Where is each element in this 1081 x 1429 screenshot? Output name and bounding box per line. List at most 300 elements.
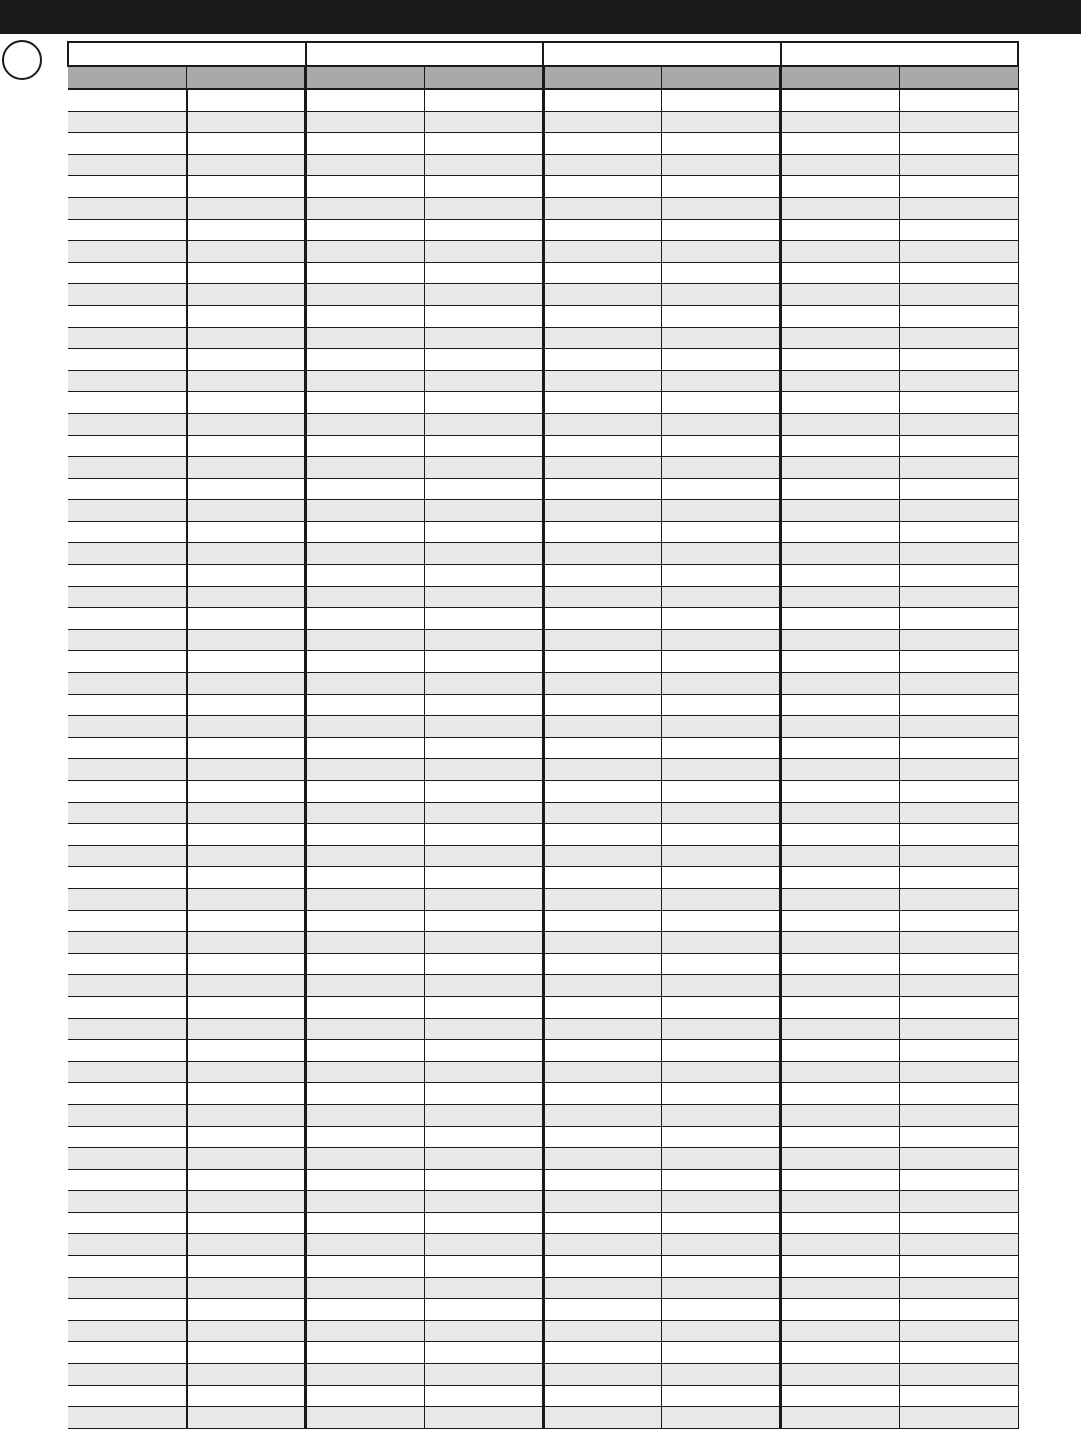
row-description-cell	[187, 1018, 306, 1040]
row-b-qty-cell	[662, 651, 781, 673]
table-row	[68, 305, 1018, 327]
row-a-qty-cell	[424, 1320, 543, 1342]
row-number-cell	[68, 824, 187, 846]
row-b-qty-cell	[662, 327, 781, 349]
row-c-qty-cell	[899, 1364, 1018, 1386]
row-c-value-cell	[781, 1364, 900, 1386]
row-description-cell	[187, 1040, 306, 1062]
row-b-qty-cell	[662, 176, 781, 198]
row-a-value-cell	[306, 392, 425, 414]
table-row	[68, 89, 1018, 111]
row-c-qty-cell	[899, 111, 1018, 133]
table-row	[68, 111, 1018, 133]
row-c-value-cell	[781, 543, 900, 565]
row-number-cell	[68, 478, 187, 500]
row-b-qty-cell	[662, 1083, 781, 1105]
row-b-value-cell	[543, 1342, 662, 1364]
table-row	[68, 673, 1018, 695]
row-number-cell	[68, 154, 187, 176]
row-b-qty-cell	[662, 845, 781, 867]
row-a-qty-cell	[424, 651, 543, 673]
row-description-cell	[187, 176, 306, 198]
table-row	[68, 521, 1018, 543]
row-c-qty-cell	[899, 327, 1018, 349]
table-row	[68, 586, 1018, 608]
row-a-value-cell	[306, 176, 425, 198]
row-number-cell	[68, 1277, 187, 1299]
table-row	[68, 1342, 1018, 1364]
row-b-qty-cell	[662, 1018, 781, 1040]
row-a-qty-cell	[424, 867, 543, 889]
row-c-qty-cell	[899, 543, 1018, 565]
row-number-cell	[68, 500, 187, 522]
row-a-value-cell	[306, 1277, 425, 1299]
row-a-value-cell	[306, 802, 425, 824]
row-c-value-cell	[781, 1018, 900, 1040]
row-a-qty-cell	[424, 953, 543, 975]
row-b-value-cell	[543, 262, 662, 284]
row-number-cell	[68, 932, 187, 954]
row-c-qty-cell	[899, 781, 1018, 803]
row-a-value-cell	[306, 932, 425, 954]
row-b-qty-cell	[662, 1212, 781, 1234]
row-description-cell	[187, 284, 306, 306]
row-c-value-cell	[781, 219, 900, 241]
row-c-value-cell	[781, 1277, 900, 1299]
row-number-cell	[68, 284, 187, 306]
row-description-cell	[187, 1320, 306, 1342]
row-c-qty-cell	[899, 284, 1018, 306]
row-a-value-cell	[306, 673, 425, 695]
row-b-value-cell	[543, 197, 662, 219]
row-b-value-cell	[543, 802, 662, 824]
row-description-cell	[187, 241, 306, 263]
row-b-value-cell	[543, 867, 662, 889]
row-a-qty-cell	[424, 241, 543, 263]
row-description-cell	[187, 219, 306, 241]
row-number-cell	[68, 759, 187, 781]
row-b-value-cell	[543, 673, 662, 695]
row-b-qty-cell	[662, 435, 781, 457]
row-number-cell	[68, 1320, 187, 1342]
row-a-value-cell	[306, 1234, 425, 1256]
row-b-qty-cell	[662, 932, 781, 954]
row-b-qty-cell	[662, 219, 781, 241]
row-c-value-cell	[781, 629, 900, 651]
row-a-qty-cell	[424, 694, 543, 716]
row-c-value-cell	[781, 241, 900, 263]
row-b-qty-cell	[662, 910, 781, 932]
table-row	[68, 953, 1018, 975]
row-number-cell	[68, 176, 187, 198]
row-c-value-cell	[781, 478, 900, 500]
row-c-value-cell	[781, 953, 900, 975]
row-c-value-cell	[781, 1256, 900, 1278]
row-a-value-cell	[306, 327, 425, 349]
row-a-value-cell	[306, 370, 425, 392]
row-a-qty-cell	[424, 1234, 543, 1256]
row-b-value-cell	[543, 349, 662, 371]
table-row	[68, 651, 1018, 673]
row-c-value-cell	[781, 457, 900, 479]
row-b-qty-cell	[662, 802, 781, 824]
row-c-value-cell	[781, 737, 900, 759]
table-row	[68, 867, 1018, 889]
row-number-cell	[68, 1364, 187, 1386]
row-b-value-cell	[543, 608, 662, 630]
row-b-qty-cell	[662, 1126, 781, 1148]
row-c-value-cell	[781, 975, 900, 997]
row-a-qty-cell	[424, 1256, 543, 1278]
row-c-qty-cell	[899, 197, 1018, 219]
row-a-qty-cell	[424, 176, 543, 198]
row-a-value-cell	[306, 629, 425, 651]
row-c-qty-cell	[899, 673, 1018, 695]
row-number-cell	[68, 111, 187, 133]
row-description-cell	[187, 586, 306, 608]
row-a-qty-cell	[424, 111, 543, 133]
row-c-value-cell	[781, 349, 900, 371]
row-description-cell	[187, 500, 306, 522]
table-row	[68, 413, 1018, 435]
row-description-cell	[187, 694, 306, 716]
row-c-qty-cell	[899, 1407, 1018, 1429]
row-b-value-cell	[543, 1364, 662, 1386]
row-c-qty-cell	[899, 759, 1018, 781]
row-c-qty-cell	[899, 1256, 1018, 1278]
row-a-value-cell	[306, 262, 425, 284]
table-row	[68, 1018, 1018, 1040]
row-a-qty-cell	[424, 284, 543, 306]
row-description-cell	[187, 1407, 306, 1429]
row-c-qty-cell	[899, 975, 1018, 997]
row-description-cell	[187, 932, 306, 954]
row-a-value-cell	[306, 219, 425, 241]
row-b-qty-cell	[662, 996, 781, 1018]
table-row	[68, 219, 1018, 241]
column-header-description	[187, 66, 306, 89]
row-b-value-cell	[543, 1212, 662, 1234]
table-row	[68, 1277, 1018, 1299]
row-b-value-cell	[543, 565, 662, 587]
row-a-value-cell	[306, 651, 425, 673]
row-c-qty-cell	[899, 1299, 1018, 1321]
row-a-qty-cell	[424, 629, 543, 651]
row-c-value-cell	[781, 586, 900, 608]
row-b-qty-cell	[662, 1277, 781, 1299]
row-a-value-cell	[306, 1104, 425, 1126]
row-c-qty-cell	[899, 1191, 1018, 1213]
row-c-value-cell	[781, 1407, 900, 1429]
row-c-qty-cell	[899, 392, 1018, 414]
row-c-qty-cell	[899, 629, 1018, 651]
row-b-value-cell	[543, 1104, 662, 1126]
row-description-cell	[187, 1256, 306, 1278]
row-c-qty-cell	[899, 133, 1018, 155]
top-banner	[0, 0, 1081, 34]
row-c-qty-cell	[899, 694, 1018, 716]
row-a-qty-cell	[424, 543, 543, 565]
row-a-qty-cell	[424, 1083, 543, 1105]
row-c-qty-cell	[899, 716, 1018, 738]
table-row	[68, 241, 1018, 263]
row-b-value-cell	[543, 133, 662, 155]
row-c-value-cell	[781, 327, 900, 349]
row-b-value-cell	[543, 781, 662, 803]
row-b-qty-cell	[662, 89, 781, 111]
row-b-qty-cell	[662, 197, 781, 219]
row-description-cell	[187, 1234, 306, 1256]
table-row	[68, 284, 1018, 306]
row-c-value-cell	[781, 1148, 900, 1170]
row-description-cell	[187, 413, 306, 435]
row-b-qty-cell	[662, 824, 781, 846]
row-number-cell	[68, 327, 187, 349]
row-description-cell	[187, 888, 306, 910]
group-header-row	[68, 42, 1018, 66]
row-number-cell	[68, 89, 187, 111]
row-b-qty-cell	[662, 392, 781, 414]
table-row	[68, 996, 1018, 1018]
row-description-cell	[187, 349, 306, 371]
row-b-value-cell	[543, 888, 662, 910]
row-number-cell	[68, 413, 187, 435]
row-c-qty-cell	[899, 154, 1018, 176]
row-c-qty-cell	[899, 1234, 1018, 1256]
row-description-cell	[187, 1126, 306, 1148]
row-b-value-cell	[543, 932, 662, 954]
row-b-qty-cell	[662, 457, 781, 479]
row-a-value-cell	[306, 1126, 425, 1148]
row-a-qty-cell	[424, 608, 543, 630]
row-c-qty-cell	[899, 1385, 1018, 1407]
row-b-value-cell	[543, 176, 662, 198]
row-b-qty-cell	[662, 241, 781, 263]
row-description-cell	[187, 953, 306, 975]
row-number-cell	[68, 305, 187, 327]
row-description-cell	[187, 1148, 306, 1170]
row-c-value-cell	[781, 1342, 900, 1364]
row-a-qty-cell	[424, 759, 543, 781]
row-number-cell	[68, 586, 187, 608]
table-row	[68, 478, 1018, 500]
row-number-cell	[68, 262, 187, 284]
row-number-cell	[68, 1234, 187, 1256]
row-a-value-cell	[306, 305, 425, 327]
row-c-qty-cell	[899, 176, 1018, 198]
row-c-qty-cell	[899, 1061, 1018, 1083]
row-a-value-cell	[306, 241, 425, 263]
row-description-cell	[187, 327, 306, 349]
row-c-value-cell	[781, 1040, 900, 1062]
row-b-value-cell	[543, 284, 662, 306]
table-row	[68, 176, 1018, 198]
row-b-qty-cell	[662, 737, 781, 759]
table-row	[68, 694, 1018, 716]
parts-table	[67, 41, 1019, 1429]
row-a-qty-cell	[424, 932, 543, 954]
table-row	[68, 262, 1018, 284]
table-row	[68, 910, 1018, 932]
table-row	[68, 1040, 1018, 1062]
row-a-qty-cell	[424, 1169, 543, 1191]
row-number-cell	[68, 802, 187, 824]
row-a-qty-cell	[424, 262, 543, 284]
row-b-value-cell	[543, 651, 662, 673]
row-b-value-cell	[543, 457, 662, 479]
row-b-value-cell	[543, 241, 662, 263]
row-b-qty-cell	[662, 1256, 781, 1278]
row-description-cell	[187, 435, 306, 457]
row-b-qty-cell	[662, 154, 781, 176]
row-number-cell	[68, 867, 187, 889]
row-description-cell	[187, 305, 306, 327]
group-header-b	[543, 42, 781, 66]
row-description-cell	[187, 824, 306, 846]
row-a-qty-cell	[424, 1277, 543, 1299]
row-b-qty-cell	[662, 478, 781, 500]
row-c-qty-cell	[899, 1212, 1018, 1234]
table-row	[68, 500, 1018, 522]
column-header-b-value	[543, 66, 662, 89]
column-header-c-value	[781, 66, 900, 89]
row-a-qty-cell	[424, 1018, 543, 1040]
table-row	[68, 197, 1018, 219]
row-b-qty-cell	[662, 716, 781, 738]
row-a-qty-cell	[424, 133, 543, 155]
row-a-value-cell	[306, 1256, 425, 1278]
row-a-qty-cell	[424, 824, 543, 846]
row-b-value-cell	[543, 1299, 662, 1321]
table-row	[68, 1234, 1018, 1256]
row-c-value-cell	[781, 910, 900, 932]
row-c-qty-cell	[899, 932, 1018, 954]
row-b-value-cell	[543, 1126, 662, 1148]
row-b-qty-cell	[662, 565, 781, 587]
table-row	[68, 133, 1018, 155]
row-a-qty-cell	[424, 197, 543, 219]
table-row	[68, 1407, 1018, 1429]
row-c-qty-cell	[899, 305, 1018, 327]
row-c-qty-cell	[899, 219, 1018, 241]
row-a-value-cell	[306, 1169, 425, 1191]
row-c-qty-cell	[899, 1277, 1018, 1299]
table-row	[68, 759, 1018, 781]
row-b-qty-cell	[662, 629, 781, 651]
row-b-qty-cell	[662, 1342, 781, 1364]
row-b-qty-cell	[662, 673, 781, 695]
row-number-cell	[68, 565, 187, 587]
row-c-qty-cell	[899, 89, 1018, 111]
row-number-cell	[68, 629, 187, 651]
row-number-cell	[68, 1126, 187, 1148]
row-a-value-cell	[306, 1083, 425, 1105]
table-row	[68, 1191, 1018, 1213]
row-description-cell	[187, 975, 306, 997]
row-description-cell	[187, 543, 306, 565]
row-number-cell	[68, 241, 187, 263]
row-a-value-cell	[306, 89, 425, 111]
row-c-value-cell	[781, 651, 900, 673]
row-description-cell	[187, 1342, 306, 1364]
row-number-cell	[68, 1040, 187, 1062]
row-b-qty-cell	[662, 759, 781, 781]
row-number-cell	[68, 781, 187, 803]
table-row	[68, 845, 1018, 867]
row-b-value-cell	[543, 1191, 662, 1213]
row-b-value-cell	[543, 1169, 662, 1191]
row-c-value-cell	[781, 262, 900, 284]
group-header-c	[781, 42, 1019, 66]
row-a-qty-cell	[424, 349, 543, 371]
row-b-value-cell	[543, 154, 662, 176]
row-description-cell	[187, 1061, 306, 1083]
row-number-cell	[68, 521, 187, 543]
row-number-cell	[68, 1212, 187, 1234]
row-c-value-cell	[781, 673, 900, 695]
row-description-cell	[187, 996, 306, 1018]
row-number-cell	[68, 457, 187, 479]
table-row	[68, 781, 1018, 803]
row-b-value-cell	[543, 1385, 662, 1407]
row-a-value-cell	[306, 435, 425, 457]
row-a-value-cell	[306, 845, 425, 867]
row-number-cell	[68, 1169, 187, 1191]
row-b-value-cell	[543, 521, 662, 543]
row-a-qty-cell	[424, 1104, 543, 1126]
row-a-qty-cell	[424, 1342, 543, 1364]
row-a-qty-cell	[424, 1212, 543, 1234]
row-b-qty-cell	[662, 1191, 781, 1213]
row-a-qty-cell	[424, 457, 543, 479]
table-row	[68, 154, 1018, 176]
row-c-value-cell	[781, 133, 900, 155]
table-row	[68, 1256, 1018, 1278]
row-b-value-cell	[543, 543, 662, 565]
row-c-qty-cell	[899, 1040, 1018, 1062]
group-header-a	[306, 42, 544, 66]
row-b-qty-cell	[662, 1385, 781, 1407]
table-row	[68, 1061, 1018, 1083]
row-c-qty-cell	[899, 457, 1018, 479]
row-b-qty-cell	[662, 543, 781, 565]
row-b-value-cell	[543, 1256, 662, 1278]
row-a-value-cell	[306, 543, 425, 565]
row-number-cell	[68, 370, 187, 392]
row-c-qty-cell	[899, 824, 1018, 846]
row-c-value-cell	[781, 694, 900, 716]
row-b-value-cell	[543, 327, 662, 349]
row-number-cell	[68, 845, 187, 867]
row-a-value-cell	[306, 565, 425, 587]
row-a-qty-cell	[424, 89, 543, 111]
row-c-qty-cell	[899, 262, 1018, 284]
row-c-value-cell	[781, 500, 900, 522]
row-a-value-cell	[306, 1407, 425, 1429]
row-c-qty-cell	[899, 521, 1018, 543]
table-row	[68, 1104, 1018, 1126]
row-b-qty-cell	[662, 608, 781, 630]
row-b-qty-cell	[662, 1364, 781, 1386]
row-c-value-cell	[781, 284, 900, 306]
row-c-value-cell	[781, 1385, 900, 1407]
row-number-cell	[68, 1407, 187, 1429]
row-number-cell	[68, 1299, 187, 1321]
column-header-a-value	[306, 66, 425, 89]
row-c-value-cell	[781, 565, 900, 587]
row-a-qty-cell	[424, 305, 543, 327]
row-description-cell	[187, 1385, 306, 1407]
